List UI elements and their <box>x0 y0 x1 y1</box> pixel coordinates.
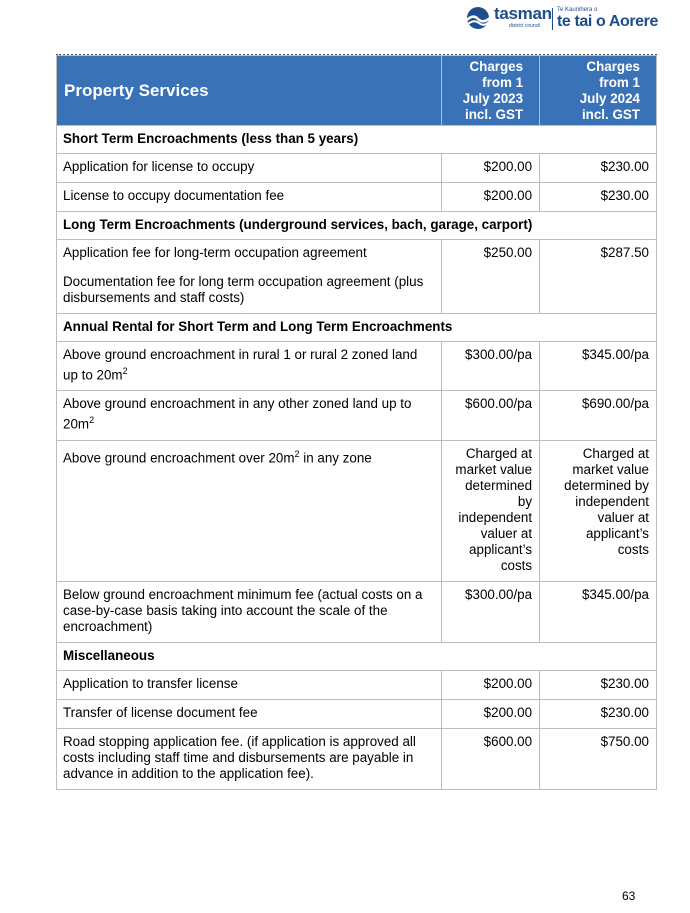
row-value-2023: Charged at market value determined by independent valuer at applicant’s costs <box>442 440 540 581</box>
table-row <box>57 342 657 391</box>
row-value-2023: $300.00/pa <box>442 581 540 642</box>
table-row <box>57 240 657 314</box>
row-value-2024: $230.00 <box>540 183 657 212</box>
table-row <box>57 440 657 581</box>
logo-maori-main: te tai o Aorere <box>557 13 658 30</box>
row-value-2024: $230.00 <box>540 154 657 183</box>
row-value-2023: $200.00 <box>442 183 540 212</box>
row-value-2024: $690.00/pa <box>540 391 657 440</box>
row-description: Above ground encroachment over $20m^2$ in any zone <box>57 440 442 581</box>
table-row <box>57 699 657 728</box>
section-row <box>57 642 657 670</box>
logo-divider <box>552 8 553 30</box>
row-description: Application to transfer license <box>57 670 442 699</box>
row-value-2023: $250.00 <box>442 240 540 314</box>
logo-maori-small: Te Kaunihera o <box>557 7 598 13</box>
section-long-term: Long Term Encroachments (underground services, bach, garage, carport) <box>57 212 657 240</box>
row-description: Above ground encroachment in rural 1 or rural 2 zoned land up to $20m^2$ <box>57 342 442 391</box>
section-annual-rental: Annual Rental for Short Term and Long Term Encroachments <box>57 314 657 342</box>
row-value-2024: Charged at market value determined by independent valuer at applicant’s costs <box>540 440 657 581</box>
row-value-2023: $200.00 <box>442 670 540 699</box>
row-value-2024: $287.50 <box>540 240 657 314</box>
row-description: Application for license to occupy <box>57 154 442 183</box>
row-description: Below ground encroachment minimum fee (actual costs on a case-by-case basis taking into account the scale of the encroachment) <box>57 581 442 642</box>
row-value-2023: $200.00 <box>442 699 540 728</box>
table-row <box>57 581 657 642</box>
section-row <box>57 314 657 342</box>
section-row <box>57 212 657 240</box>
row-description: Road stopping application fee. (if application is approved all costs including staff time and disbursements are payable in advance in addition to the application fee). <box>57 728 442 789</box>
section-row <box>57 126 657 154</box>
row-value-2024: $750.00 <box>540 728 657 789</box>
row-value-2023: $200.00 <box>442 154 540 183</box>
wave-logo-icon <box>464 6 492 30</box>
row-description: Above ground encroachment in any other zoned land up to $20m^2$ <box>57 391 442 440</box>
table-row <box>57 183 657 212</box>
row-value-2023: $600.00/pa <box>442 391 540 440</box>
row-description: License to occupy documentation fee <box>57 183 442 212</box>
table-row <box>57 154 657 183</box>
section-miscellaneous: Miscellaneous <box>57 642 657 670</box>
row-description-line-1: Application fee for long-term occupation agreement <box>63 245 367 260</box>
row-value-2024: $230.00 <box>540 699 657 728</box>
table-row <box>57 670 657 699</box>
column-header-2024: Charges from 1 July 2024 incl. GST <box>540 56 657 126</box>
table-row <box>57 391 657 440</box>
logo-sub: district council <box>509 23 541 29</box>
row-value-2023: $600.00 <box>442 728 540 789</box>
row-description <box>57 240 442 314</box>
row-description-line-2: Documentation fee for long term occupation agreement (plus disbursements and staff costs) <box>63 274 424 305</box>
row-description: Transfer of license document fee <box>57 699 442 728</box>
council-logo <box>464 4 684 34</box>
logo-name: tasman <box>494 4 552 23</box>
page-number: 63 <box>622 889 636 903</box>
property-services-fee-table <box>56 55 657 790</box>
table-header-row <box>57 56 657 126</box>
section-short-term: Short Term Encroachments (less than 5 years) <box>57 126 657 154</box>
column-header-2023: Charges from 1 July 2023 incl. GST <box>442 56 540 126</box>
table-title: Property Services <box>57 56 442 126</box>
row-value-2024: $345.00/pa <box>540 342 657 391</box>
row-value-2023: $300.00/pa <box>442 342 540 391</box>
row-value-2024: $345.00/pa <box>540 581 657 642</box>
row-value-2024: $230.00 <box>540 670 657 699</box>
table-row <box>57 728 657 789</box>
